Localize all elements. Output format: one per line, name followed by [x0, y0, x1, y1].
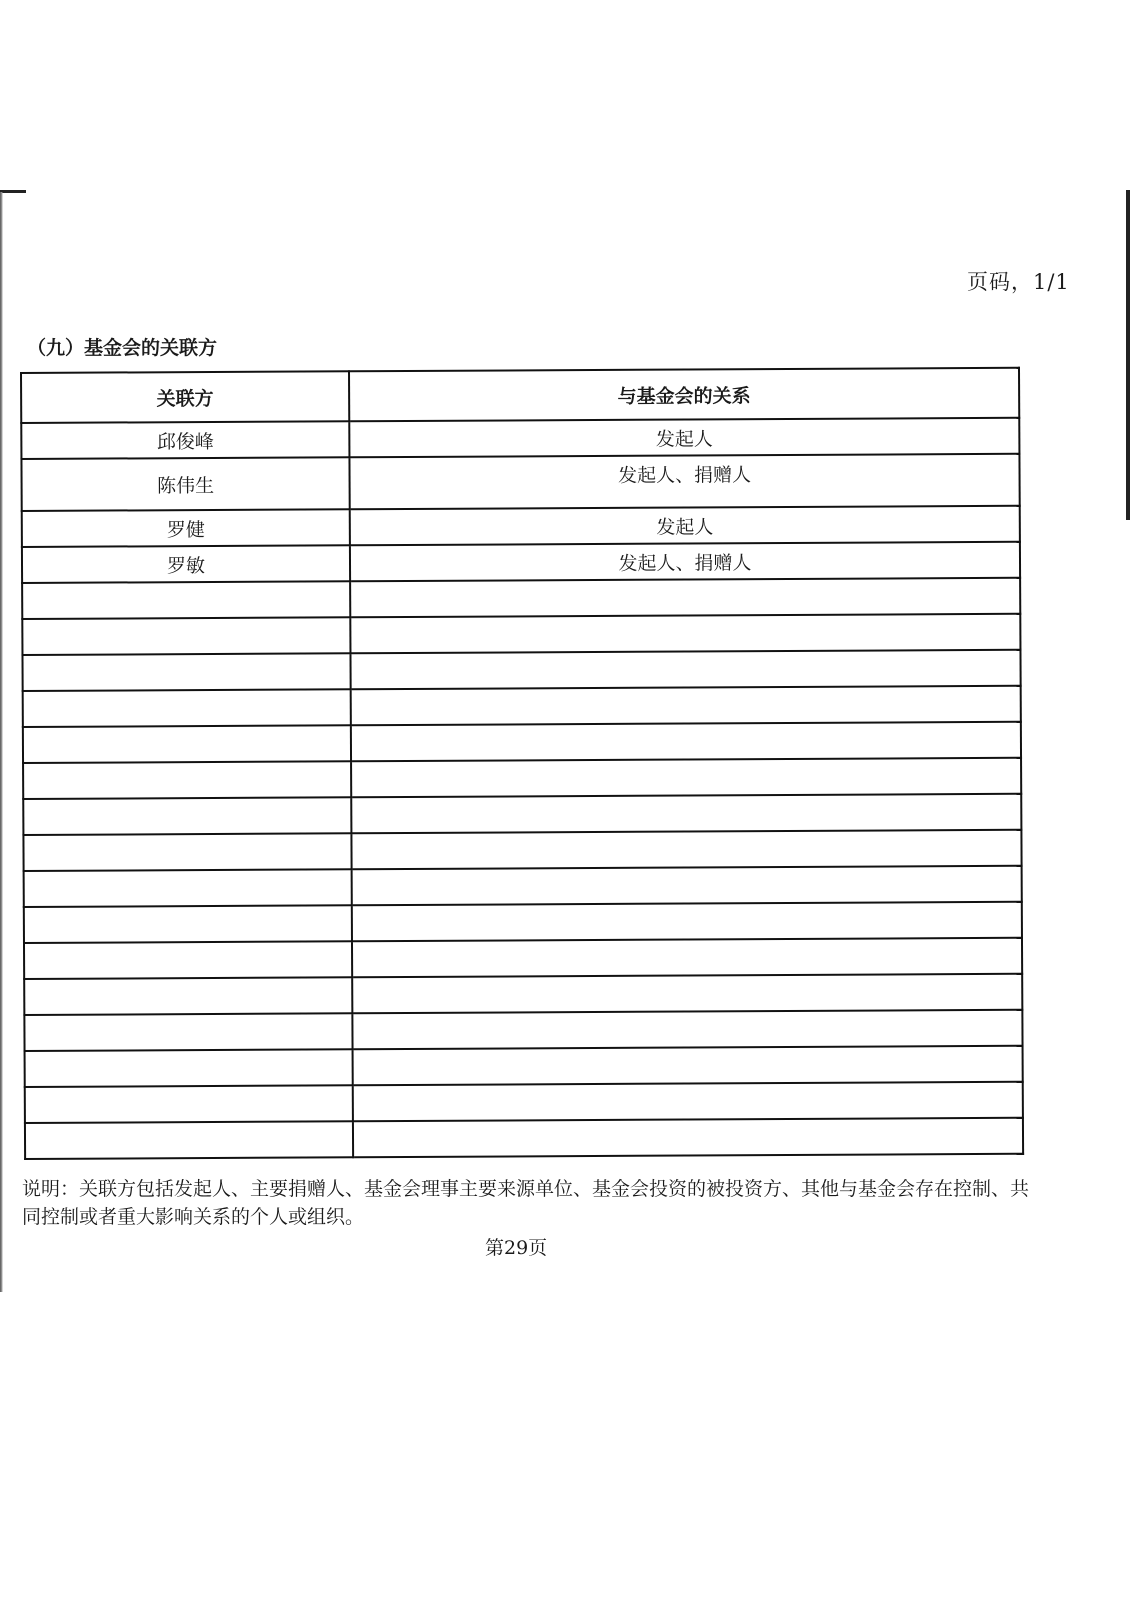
party-relationship: 发起人 — [349, 418, 1019, 458]
page-edge-left — [0, 192, 3, 1292]
empty-cell — [24, 905, 352, 943]
empty-table-row — [25, 1118, 1023, 1159]
empty-table-row — [22, 614, 1020, 655]
empty-table-row — [23, 758, 1021, 799]
empty-cell — [353, 1118, 1023, 1158]
empty-cell — [22, 617, 350, 655]
table-note: 说明：关联方包括发起人、主要捐赠人、基金会理事主要来源单位、基金会投资的被投资方、其他与基金会存在控制、共同控制或者重大影响关系的个人或组织。 — [22, 1178, 1030, 1228]
empty-cell — [23, 797, 351, 835]
empty-cell — [24, 1013, 352, 1051]
party-name: 罗敏 — [22, 545, 350, 583]
empty-table-row — [24, 974, 1022, 1015]
table-row — [22, 506, 1020, 547]
empty-table-row — [24, 902, 1022, 943]
party-name: 罗健 — [22, 509, 350, 547]
party-relationship: 发起人 — [350, 506, 1020, 546]
empty-cell — [350, 614, 1020, 654]
empty-table-row — [23, 722, 1021, 763]
page-edge-right — [1126, 190, 1130, 520]
empty-table-row — [25, 1046, 1023, 1087]
empty-cell — [350, 578, 1020, 618]
section-title: （九）基金会的关联方 — [27, 337, 218, 359]
header-relationship: 与基金会的关系 — [349, 368, 1019, 422]
empty-cell — [23, 689, 351, 727]
empty-table-row — [24, 1010, 1022, 1051]
empty-cell — [24, 869, 352, 907]
related-party-table-wrap — [20, 367, 1022, 1160]
header-related-party: 关联方 — [21, 371, 349, 423]
empty-table-row — [24, 866, 1022, 907]
empty-cell — [352, 902, 1022, 942]
empty-cell — [351, 794, 1021, 834]
empty-cell — [25, 1049, 353, 1087]
party-name: 邱俊峰 — [21, 421, 349, 459]
party-relationship: 发起人、捐赠人 — [349, 454, 1019, 510]
empty-cell — [353, 1082, 1023, 1122]
empty-cell — [24, 941, 352, 979]
empty-cell — [351, 686, 1021, 726]
table-row — [21, 454, 1019, 511]
empty-cell — [352, 938, 1022, 978]
page-code: 页码，1/1 — [967, 270, 1070, 294]
empty-cell — [351, 722, 1021, 762]
party-name: 陈伟生 — [21, 457, 349, 511]
empty-cell — [22, 653, 350, 691]
empty-table-row — [24, 938, 1022, 979]
empty-cell — [352, 1010, 1022, 1050]
empty-cell — [353, 1046, 1023, 1086]
empty-cell — [23, 725, 351, 763]
empty-table-row — [23, 830, 1021, 871]
empty-cell — [23, 761, 351, 799]
empty-cell — [352, 866, 1022, 906]
footer-page-number: 第29页 — [485, 1237, 548, 1259]
empty-cell — [24, 977, 352, 1015]
empty-table-row — [23, 794, 1021, 835]
empty-cell — [352, 974, 1022, 1014]
empty-table-row — [22, 650, 1020, 691]
empty-cell — [22, 581, 350, 619]
empty-cell — [25, 1085, 353, 1123]
empty-cell — [25, 1121, 353, 1159]
empty-cell — [351, 758, 1021, 798]
table-row — [21, 418, 1019, 459]
table-row — [22, 542, 1020, 583]
page-edge-top-left — [0, 190, 26, 193]
empty-cell — [350, 650, 1020, 690]
related-party-table — [20, 367, 1024, 1160]
empty-table-row — [25, 1082, 1023, 1123]
table-header-row — [21, 368, 1019, 423]
empty-cell — [351, 830, 1021, 870]
party-relationship: 发起人、捐赠人 — [350, 542, 1020, 582]
empty-cell — [23, 833, 351, 871]
empty-table-row — [22, 578, 1020, 619]
empty-table-row — [23, 686, 1021, 727]
